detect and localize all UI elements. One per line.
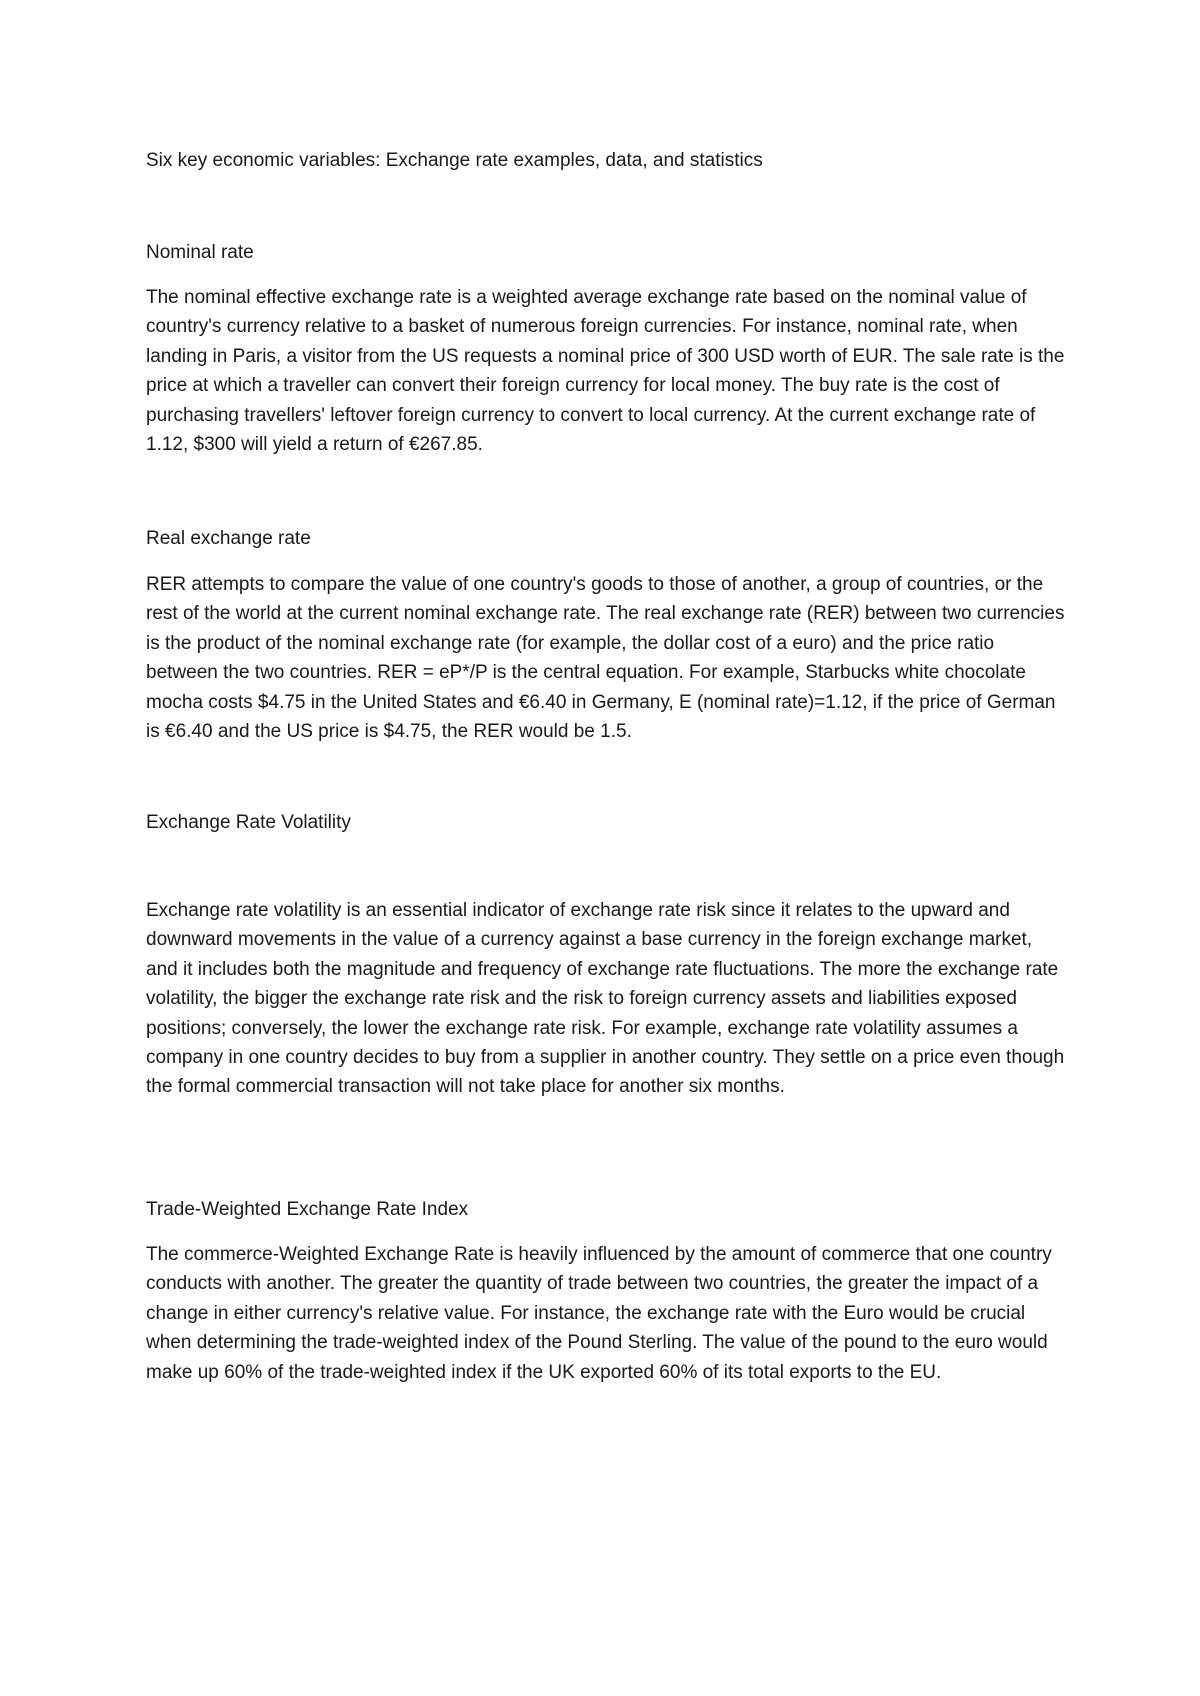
section-heading-trade-weighted-index: Trade-Weighted Exchange Rate Index [146,1199,469,1220]
section-body-real-exchange-rate: RER attempts to compare the value of one country's goods to those of another, a group of countries, or the rest of the world at the current nominal exchange rate. The real exchange rate (RER) between two currencies is the product of the nominal exchange rate (for example, the dollar cost of a euro) and the price ratio between the two countries. RER = eP*/P is the central equation. For example, Starbucks white chocolate mocha costs $4.75 in the United States and €6.40 in Germany, E (nominal rate)=1.12, if the price of German is €6.40 and the US price is $4.75, the RER would be 1.5. [146,574,1065,743]
section-body-nominal-rate: The nominal effective exchange rate is a weighted average exchange rate based on the nominal value of country's currency relative to a basket of numerous foreign currencies. For instance, nominal rate, when landing in Paris, a visitor from the US requests a nominal price of 300 USD worth of EUR. The sale rate is the price at which a traveller can convert their foreign currency for local money. The buy rate is the cost of purchasing travellers' leftover foreign currency to convert to local currency. At the current exchange rate of 1.12, $300 will yield a return of €267.85. [146,287,1065,456]
section-body-trade-weighted-index: The commerce-Weighted Exchange Rate is heavily influenced by the amount of commerce that one country conducts with another. The greater the quantity of trade between two countries, the greater the impact of a change in either currency's relative value. For instance, the exchange rate with the Euro would be crucial when determining the trade-weighted index of the Pound Sterling. The value of the pound to the euro would make up 60% of the trade-weighted index if the UK exported 60% of its total exports to the EU. [146,1244,1052,1383]
document-title: Six key economic variables: Exchange rate examples, data, and statistics [146,150,763,171]
section-body-exchange-rate-volatility: Exchange rate volatility is an essential indicator of exchange rate risk since it relates to the upward and downward movements in the value of a currency against a base currency in the foreign exchange market, and it includes both the magnitude and frequency of exchange rate fluctuations. The more the exchange rate volatility, the bigger the exchange rate risk and the risk to foreign currency assets and liabilities exposed positions; conversely, the lower the exchange rate risk. For example, exchange rate volatility assumes a company in one country decides to buy from a supplier in another country. They settle on a price even though the formal commercial transaction will not take place for another six months. [146,900,1065,1098]
section-heading-nominal-rate: Nominal rate [146,242,254,263]
section-heading-real-exchange-rate: Real exchange rate [146,528,311,549]
section-heading-exchange-rate-volatility: Exchange Rate Volatility [146,812,351,833]
